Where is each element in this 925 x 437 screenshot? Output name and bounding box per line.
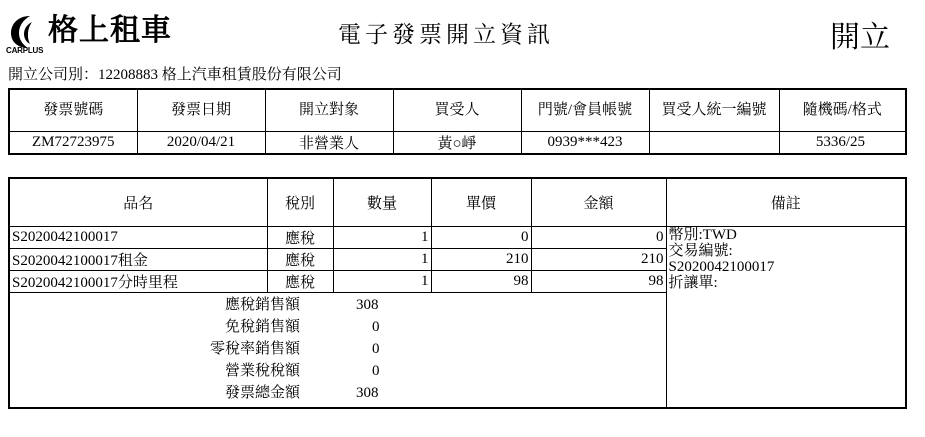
random-code: 5336/25 [779,132,906,155]
header-cell: 稅別 [267,178,333,227]
header-cell: 買受人 [393,89,521,132]
item-tax: 應稅 [267,249,333,271]
invoice-header-row [9,89,906,132]
invoice-date: 2020/04/21 [137,132,265,155]
header-cell: 單價 [431,178,531,227]
invoice-status: 開立 [830,21,890,54]
item-price: 210 [431,249,531,271]
invoice-info-table [8,88,907,155]
header-cell: 隨機碼/格式 [779,89,906,132]
page-title: 電子發票開立資訊 [338,22,554,47]
summary-value: 0 [372,341,380,357]
item-qty: 1 [333,249,431,271]
brand-sub: CARPLUS [6,46,44,55]
invoice-number: ZM72723975 [9,132,137,155]
remark-currency: 幣別:TWD [668,227,737,243]
summary-label: 免稅銷售額 [224,319,300,335]
summary-value: 0 [372,363,380,379]
invoice-value-row [9,132,906,155]
remarks-cell [666,227,906,409]
summary-value: 308 [356,385,379,401]
item-name: S2020042100017 [9,227,267,249]
item-name: S2020042100017租金 [9,249,267,271]
item-qty: 1 [333,227,431,249]
summary-cell [9,293,666,409]
header-cell: 發票日期 [137,89,265,132]
summary-label: 營業稅稅額 [224,363,300,379]
item-tax: 應稅 [267,227,333,249]
summary-value: 0 [372,319,380,335]
table-row [9,227,906,249]
remark-transaction-label: 交易編號: [668,243,733,259]
header-cell: 門號/會員帳號 [521,89,649,132]
brand-name: 格上租車 [48,13,172,48]
items-header-row [9,178,906,227]
issue-target: 非營業人 [265,132,393,155]
remark-transaction-id: S2020042100017 [668,259,775,275]
buyer-tax-id [649,132,779,155]
item-name: S2020042100017分時里程 [9,271,267,293]
header-cell: 備註 [666,178,906,227]
items-table [8,177,907,409]
item-qty: 1 [333,271,431,293]
buyer-name: 黃○崢 [393,132,521,155]
item-price: 98 [431,271,531,293]
item-price: 0 [431,227,531,249]
item-amount: 210 [531,249,666,271]
summary-label: 零稅率銷售額 [209,341,300,357]
item-amount: 98 [531,271,666,293]
item-tax: 應稅 [267,271,333,293]
company-line: 開立公司別：12208883 格上汽車租賃股份有限公司 [8,67,342,83]
header-cell: 數量 [333,178,431,227]
item-amount: 0 [531,227,666,249]
header-cell: 發票號碼 [9,89,137,132]
member-account: 0939***423 [521,132,649,155]
carplus-logo-icon [8,14,42,50]
header-cell: 品名 [9,178,267,227]
summary-label: 應稅銷售額 [224,297,300,313]
summary-label: 發票總金額 [224,385,300,401]
header-cell: 開立對象 [265,89,393,132]
header-cell: 金額 [531,178,666,227]
remark-allowance: 折讓單: [668,275,718,291]
summary-value: 308 [356,297,379,313]
header-cell: 買受人統一編號 [649,89,779,132]
